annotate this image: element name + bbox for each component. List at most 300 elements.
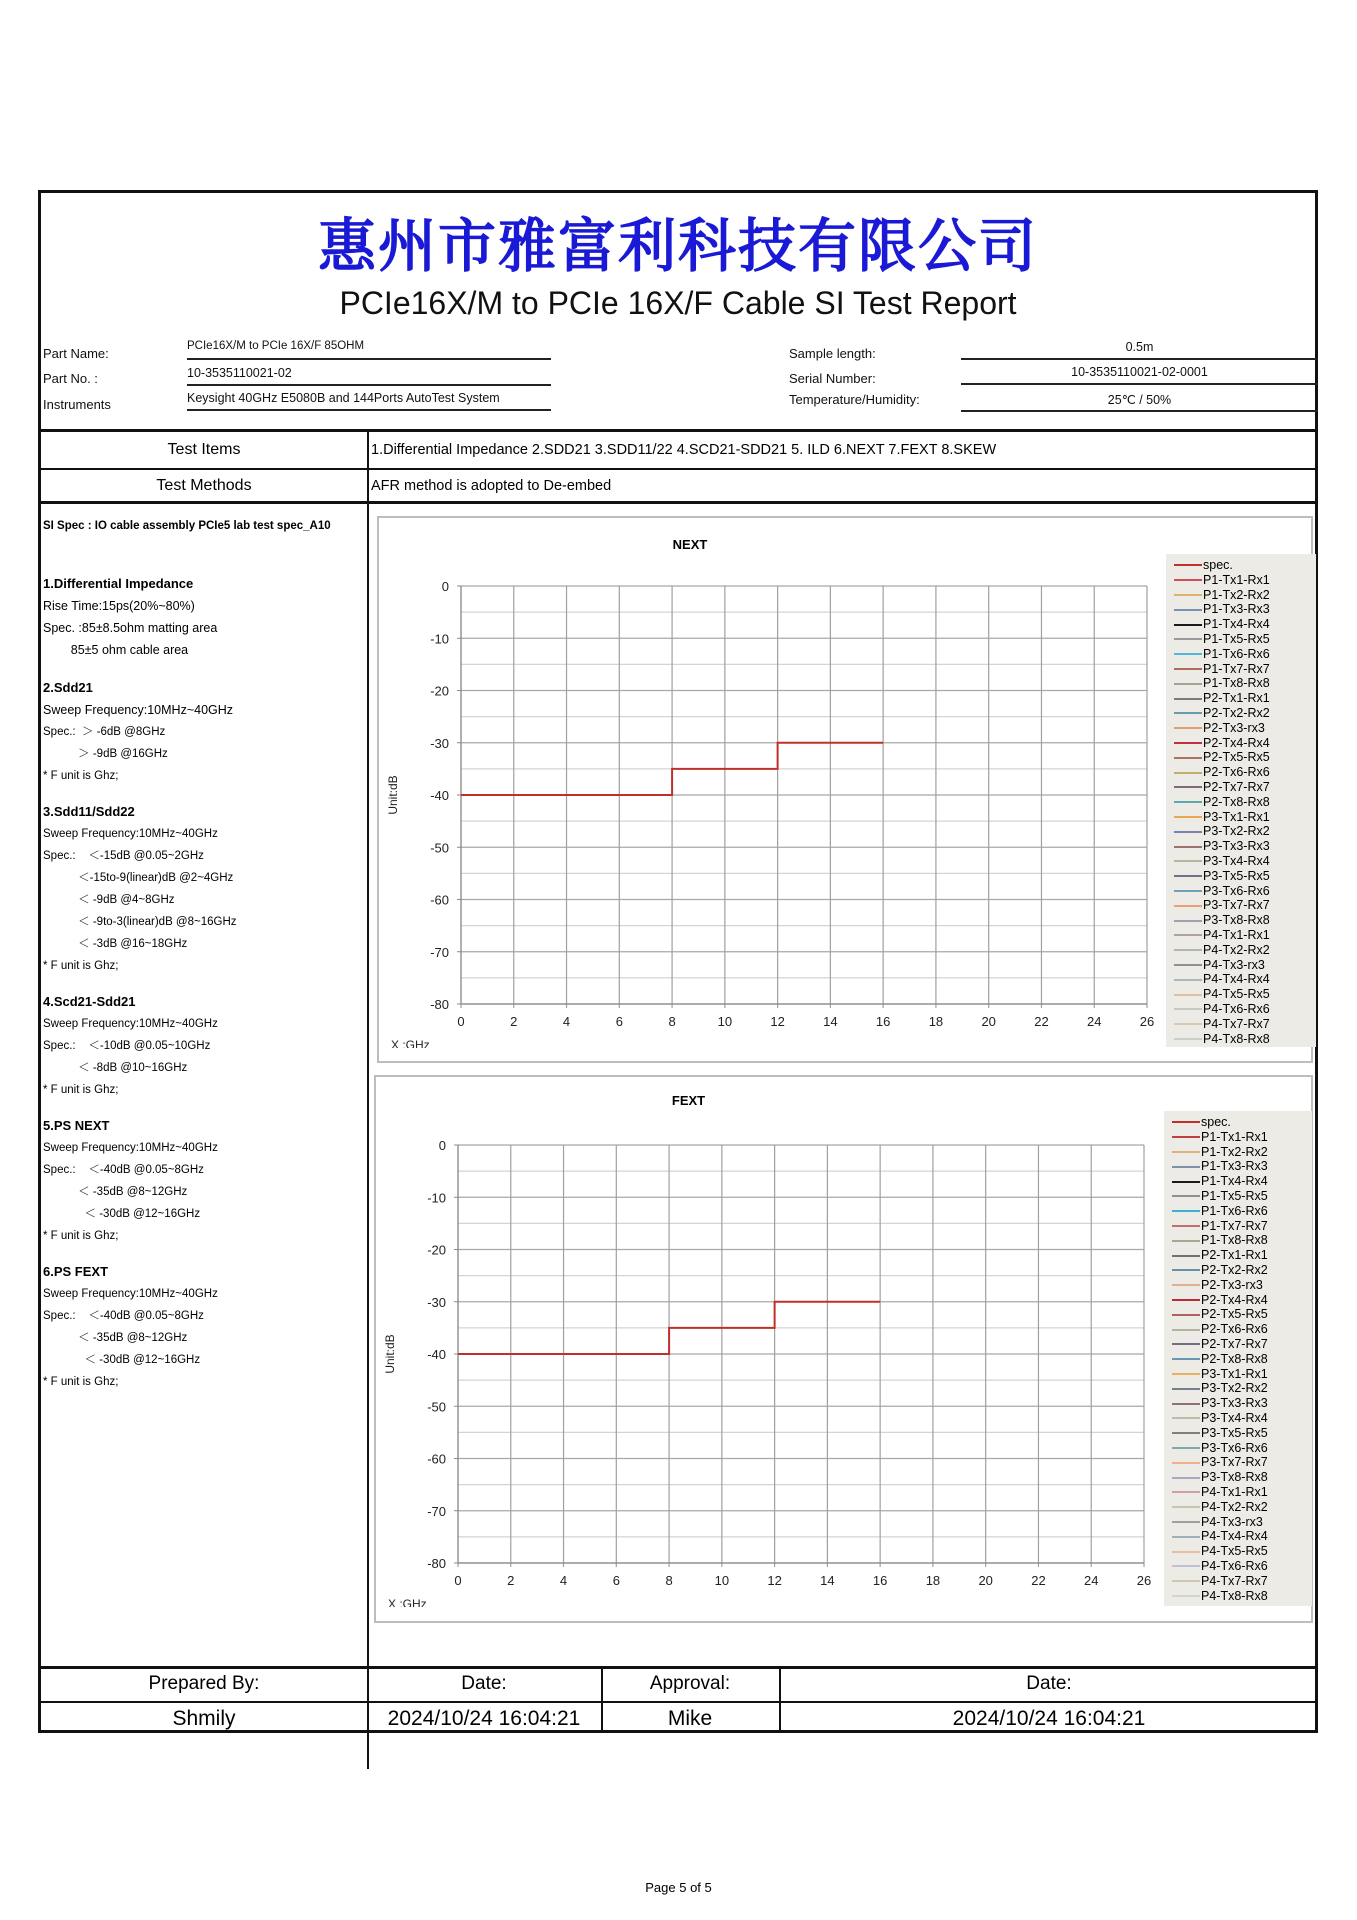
legend-item bbox=[1172, 1381, 1306, 1396]
legend-item bbox=[1174, 810, 1310, 825]
legend-swatch bbox=[1174, 964, 1202, 966]
legend-swatch bbox=[1174, 683, 1202, 685]
spec-line: Sweep Frequency:10MHz~40GHz bbox=[43, 1288, 218, 1300]
chart-title: FEXT bbox=[671, 1093, 706, 1108]
legend-swatch bbox=[1174, 786, 1202, 788]
x-tick-label: 24 bbox=[1083, 1573, 1099, 1588]
legend-item bbox=[1172, 1248, 1306, 1263]
spec-line: * F unit is Ghz; bbox=[43, 960, 119, 972]
serial-label: Serial Number: bbox=[789, 371, 876, 386]
legend-label: P4-Tx1-Rx1 bbox=[1201, 1484, 1268, 1499]
x-tick-label: 18 bbox=[925, 1573, 941, 1588]
x-tick-label: 26 bbox=[1139, 1014, 1155, 1029]
spec-line: ＜ -8dB @10~16GHz bbox=[43, 1062, 188, 1074]
x-tick-label: 8 bbox=[665, 1573, 673, 1588]
legend-item bbox=[1172, 1233, 1306, 1248]
legend-swatch bbox=[1174, 564, 1202, 566]
legend-item bbox=[1172, 1455, 1306, 1470]
x-tick-label: 10 bbox=[714, 1573, 730, 1588]
legend-swatch bbox=[1172, 1521, 1200, 1523]
spec-heading: 1.Differential Impedance bbox=[43, 576, 194, 591]
legend-label: P1-Tx1-Rx1 bbox=[1203, 572, 1270, 587]
legend-swatch bbox=[1172, 1580, 1200, 1582]
legend-label: P2-Tx4-Rx4 bbox=[1203, 735, 1270, 750]
spec-line: ＜ -3dB @16~18GHz bbox=[43, 938, 188, 950]
legend-label: P3-Tx3-Rx3 bbox=[1201, 1396, 1268, 1411]
y-tick-label: -10 bbox=[430, 631, 449, 647]
legend-item bbox=[1174, 898, 1310, 913]
legend-label: P3-Tx8-Rx8 bbox=[1203, 913, 1270, 928]
legend-swatch bbox=[1172, 1388, 1200, 1390]
test-methods-label: Test Methods bbox=[156, 477, 252, 494]
legend-swatch bbox=[1174, 860, 1202, 862]
legend-swatch bbox=[1172, 1269, 1200, 1271]
legend-item bbox=[1172, 1470, 1306, 1485]
x-tick-label: 6 bbox=[612, 1573, 620, 1588]
legend-swatch bbox=[1172, 1151, 1200, 1153]
x-tick-label: 8 bbox=[668, 1014, 676, 1029]
legend-label: P3-Tx1-Rx1 bbox=[1203, 809, 1270, 824]
spec-line: * F unit is Ghz; bbox=[43, 1230, 119, 1242]
legend-swatch bbox=[1172, 1551, 1200, 1553]
x-tick-label: 4 bbox=[559, 1573, 568, 1588]
legend-label: P4-Tx4-Rx4 bbox=[1203, 972, 1270, 987]
approval-label: Approval: bbox=[649, 1673, 731, 1694]
legend-swatch bbox=[1172, 1195, 1200, 1197]
spec-line: ＜ -35dB @8~12GHz bbox=[43, 1332, 188, 1344]
legend-swatch bbox=[1174, 594, 1202, 596]
legend-swatch bbox=[1174, 1008, 1202, 1010]
legend-label: P4-Tx8-Rx8 bbox=[1203, 1031, 1270, 1046]
legend-swatch bbox=[1172, 1343, 1200, 1345]
spec-section bbox=[43, 801, 363, 977]
report-title: PCIe16X/M to PCIe 16X/F Cable SI Test Report bbox=[339, 285, 1017, 321]
divider bbox=[41, 1701, 1315, 1703]
legend-item bbox=[1172, 1219, 1306, 1234]
legend-swatch bbox=[1172, 1225, 1200, 1227]
x-tick-label: 10 bbox=[717, 1014, 733, 1029]
legend-swatch bbox=[1174, 1023, 1202, 1025]
spec-line: Spec.: ＜-40dB @0.05~8GHz bbox=[43, 1310, 204, 1322]
legend-item bbox=[1172, 1441, 1306, 1456]
legend-item bbox=[1174, 958, 1310, 973]
x-tick-label: 2 bbox=[510, 1014, 518, 1029]
part-no-label: Part No. : bbox=[43, 371, 98, 386]
legend-swatch bbox=[1172, 1565, 1200, 1567]
x-axis-label: X :GHz bbox=[391, 1038, 430, 1048]
y-tick-label: -30 bbox=[430, 735, 449, 751]
legend-label: P4-Tx6-Rx6 bbox=[1203, 1001, 1270, 1016]
legend-label: P2-Tx4-Rx4 bbox=[1201, 1292, 1268, 1307]
x-tick-label: 16 bbox=[872, 1573, 888, 1588]
legend-swatch bbox=[1172, 1403, 1200, 1405]
legend-item bbox=[1172, 1174, 1306, 1189]
legend-label: P1-Tx7-Rx7 bbox=[1203, 661, 1270, 676]
legend-label: P1-Tx4-Rx4 bbox=[1201, 1174, 1268, 1189]
y-tick-label: -20 bbox=[427, 1242, 446, 1258]
legend-swatch bbox=[1172, 1166, 1200, 1168]
spec-line: Sweep Frequency:10MHz~40GHz bbox=[43, 1018, 218, 1030]
spec-line: ＜ -9to-3(linear)dB @8~16GHz bbox=[43, 916, 237, 928]
legend-label: P2-Tx1-Rx1 bbox=[1201, 1248, 1268, 1263]
legend-swatch bbox=[1174, 920, 1202, 922]
legend-item bbox=[1174, 943, 1310, 958]
legend-swatch bbox=[1174, 979, 1202, 981]
legend-swatch bbox=[1172, 1314, 1200, 1316]
legend-swatch bbox=[1174, 712, 1202, 714]
legend-label: P1-Tx3-Rx3 bbox=[1203, 602, 1270, 617]
y-tick-label: 0 bbox=[438, 1138, 446, 1153]
date-label: Date: bbox=[1026, 1673, 1072, 1694]
legend-label: P3-Tx1-Rx1 bbox=[1201, 1366, 1268, 1381]
temp-label: Temperature/Humidity: bbox=[789, 392, 920, 407]
legend-item bbox=[1174, 632, 1310, 647]
legend-swatch bbox=[1172, 1284, 1200, 1286]
date-value: 2024/10/24 16:04:21 bbox=[387, 1707, 581, 1730]
divider bbox=[41, 429, 1315, 432]
instruments-value: Keysight 40GHz E5080B and 144Ports AutoTest System bbox=[187, 391, 551, 411]
x-tick-label: 4 bbox=[562, 1014, 571, 1029]
legend-label: P3-Tx4-Rx4 bbox=[1201, 1410, 1268, 1425]
x-tick-label: 22 bbox=[1031, 1573, 1046, 1588]
y-axis-label: Unit:dB bbox=[383, 1334, 397, 1374]
legend-label: P1-Tx2-Rx2 bbox=[1201, 1144, 1268, 1159]
legend-item bbox=[1174, 987, 1310, 1002]
spec-section bbox=[43, 1115, 363, 1247]
legend-label: P2-Tx7-Rx7 bbox=[1203, 779, 1270, 794]
part-no-value: 10-3535110021-02 bbox=[187, 366, 551, 386]
legend-item bbox=[1172, 1574, 1306, 1589]
legend-item bbox=[1174, 884, 1310, 899]
legend-item bbox=[1172, 1485, 1306, 1500]
serial-value: 10-3535110021-02-0001 bbox=[961, 365, 1318, 385]
date-label: Date: bbox=[461, 1673, 507, 1694]
report-frame bbox=[38, 190, 1318, 1733]
legend-label: P3-Tx3-Rx3 bbox=[1203, 839, 1270, 854]
legend-swatch bbox=[1174, 890, 1202, 892]
legend-label: P1-Tx8-Rx8 bbox=[1203, 676, 1270, 691]
legend-label: P1-Tx3-Rx3 bbox=[1201, 1159, 1268, 1174]
legend-label: P4-Tx4-Rx4 bbox=[1201, 1529, 1268, 1544]
legend-swatch bbox=[1174, 624, 1202, 626]
fext-chart bbox=[374, 1075, 1313, 1623]
legend-item bbox=[1172, 1544, 1306, 1559]
spec-line: Spec. :85±8.5ohm matting area bbox=[43, 621, 218, 635]
legend-label: P2-Tx2-Rx2 bbox=[1201, 1262, 1268, 1277]
legend-swatch bbox=[1172, 1240, 1200, 1242]
legend-swatch bbox=[1174, 609, 1202, 611]
legend-swatch bbox=[1174, 905, 1202, 907]
legend-label: P3-Tx6-Rx6 bbox=[1203, 883, 1270, 898]
spec-heading: 3.Sdd11/Sdd22 bbox=[43, 804, 135, 819]
next-chart bbox=[377, 516, 1313, 1063]
legend-label: P2-Tx8-Rx8 bbox=[1201, 1351, 1268, 1366]
x-tick-label: 20 bbox=[978, 1573, 993, 1588]
legend-swatch bbox=[1172, 1432, 1200, 1434]
legend-swatch bbox=[1174, 698, 1202, 700]
legend-label: P3-Tx5-Rx5 bbox=[1203, 868, 1270, 883]
legend-swatch bbox=[1172, 1373, 1200, 1375]
legend-item bbox=[1172, 1115, 1306, 1130]
legend-item bbox=[1172, 1263, 1306, 1278]
legend-swatch bbox=[1172, 1462, 1200, 1464]
legend-item bbox=[1172, 1367, 1306, 1382]
legend-label: P4-Tx2-Rx2 bbox=[1201, 1499, 1268, 1514]
spec-line: Spec.: ＜-10dB @0.05~10GHz bbox=[43, 1040, 211, 1052]
legend-swatch bbox=[1174, 727, 1202, 729]
legend-swatch bbox=[1172, 1477, 1200, 1479]
spec-line: ＜ -30dB @12~16GHz bbox=[43, 1354, 201, 1366]
y-tick-label: -60 bbox=[430, 892, 449, 908]
legend-swatch bbox=[1172, 1181, 1200, 1183]
legend-label: P2-Tx8-Rx8 bbox=[1203, 794, 1270, 809]
legend-item bbox=[1174, 928, 1310, 943]
x-tick-label: 14 bbox=[823, 1014, 838, 1029]
divider bbox=[41, 1666, 1315, 1669]
y-tick-label: -50 bbox=[430, 840, 449, 856]
spec-line: * F unit is Ghz; bbox=[43, 770, 119, 782]
legend-label: P4-Tx6-Rx6 bbox=[1201, 1558, 1268, 1573]
legend-item bbox=[1174, 824, 1310, 839]
spec-section bbox=[43, 677, 363, 787]
x-axis-label: X :GHz bbox=[388, 1597, 427, 1607]
legend-item bbox=[1174, 573, 1310, 588]
legend-swatch bbox=[1174, 653, 1202, 655]
x-tick-label: 18 bbox=[928, 1014, 944, 1029]
legend-label: P4-Tx3-rx3 bbox=[1203, 957, 1265, 972]
y-tick-label: -40 bbox=[427, 1347, 446, 1362]
legend-label: P4-Tx5-Rx5 bbox=[1201, 1544, 1268, 1559]
temp-value: 25℃ / 50% bbox=[961, 392, 1318, 412]
y-tick-label: -40 bbox=[430, 788, 449, 803]
legend-label: P3-Tx6-Rx6 bbox=[1201, 1440, 1268, 1455]
legend-item bbox=[1174, 750, 1310, 765]
legend-label: P4-Tx1-Rx1 bbox=[1203, 927, 1270, 942]
y-tick-label: -20 bbox=[430, 683, 449, 699]
legend-swatch bbox=[1174, 816, 1202, 818]
legend-label: P3-Tx5-Rx5 bbox=[1201, 1425, 1268, 1440]
legend-label: P4-Tx5-Rx5 bbox=[1203, 987, 1270, 1002]
legend-label: P2-Tx2-Rx2 bbox=[1203, 705, 1270, 720]
legend-item bbox=[1172, 1515, 1306, 1530]
legend-item bbox=[1174, 706, 1310, 721]
legend-label: P2-Tx3-rx3 bbox=[1203, 720, 1265, 735]
legend-item bbox=[1172, 1426, 1306, 1441]
chart-title: NEXT bbox=[672, 537, 708, 552]
legend-swatch bbox=[1174, 994, 1202, 996]
legend-swatch bbox=[1174, 638, 1202, 640]
legend-label: P2-Tx3-rx3 bbox=[1201, 1277, 1263, 1292]
legend-label: P2-Tx7-Rx7 bbox=[1201, 1336, 1268, 1351]
prepared-by-value: Shmily bbox=[172, 1707, 236, 1730]
legend-item bbox=[1172, 1159, 1306, 1174]
legend-label: P2-Tx5-Rx5 bbox=[1201, 1307, 1268, 1322]
legend-item bbox=[1172, 1278, 1306, 1293]
legend-swatch bbox=[1174, 1038, 1202, 1040]
legend-label: P1-Tx5-Rx5 bbox=[1203, 631, 1270, 646]
legend-swatch bbox=[1174, 831, 1202, 833]
legend-swatch bbox=[1172, 1536, 1200, 1538]
legend-item bbox=[1174, 602, 1310, 617]
legend-swatch bbox=[1172, 1358, 1200, 1360]
chart-legend bbox=[1166, 554, 1316, 1047]
spec-heading: 6.PS FEXT bbox=[43, 1264, 109, 1279]
legend-swatch bbox=[1172, 1210, 1200, 1212]
legend-label: P3-Tx7-Rx7 bbox=[1203, 898, 1270, 913]
spec-line: * F unit is Ghz; bbox=[43, 1376, 119, 1388]
legend-label: P4-Tx7-Rx7 bbox=[1201, 1573, 1268, 1588]
legend-item bbox=[1172, 1322, 1306, 1337]
legend-swatch bbox=[1174, 846, 1202, 848]
divider bbox=[41, 501, 1315, 504]
legend-swatch bbox=[1172, 1121, 1200, 1123]
legend-item bbox=[1174, 676, 1310, 691]
legend-swatch bbox=[1172, 1255, 1200, 1257]
spec-line: Sweep Frequency:10MHz~40GHz bbox=[43, 703, 234, 717]
legend-item bbox=[1174, 647, 1310, 662]
legend-label: P1-Tx7-Rx7 bbox=[1201, 1218, 1268, 1233]
legend-item bbox=[1174, 839, 1310, 854]
legend-item bbox=[1172, 1293, 1306, 1308]
legend-item bbox=[1172, 1559, 1306, 1574]
y-tick-label: -80 bbox=[430, 997, 449, 1012]
legend-item bbox=[1172, 1352, 1306, 1367]
legend-label: P1-Tx6-Rx6 bbox=[1201, 1203, 1268, 1218]
legend-item bbox=[1172, 1396, 1306, 1411]
legend-swatch bbox=[1172, 1417, 1200, 1419]
x-tick-label: 2 bbox=[507, 1573, 515, 1588]
y-tick-label: -80 bbox=[427, 1556, 446, 1571]
legend-item bbox=[1172, 1145, 1306, 1160]
legend-item bbox=[1174, 736, 1310, 751]
legend-swatch bbox=[1174, 579, 1202, 581]
y-tick-label: -60 bbox=[427, 1451, 446, 1467]
part-name-label: Part Name: bbox=[43, 346, 109, 361]
spec-line: Spec.: ＜-40dB @0.05~8GHz bbox=[43, 1164, 204, 1176]
legend-label: P1-Tx4-Rx4 bbox=[1203, 617, 1270, 632]
legend-label: P3-Tx7-Rx7 bbox=[1201, 1455, 1268, 1470]
legend-label: P1-Tx5-Rx5 bbox=[1201, 1188, 1268, 1203]
legend-item bbox=[1172, 1411, 1306, 1426]
chart-plot bbox=[376, 1107, 1156, 1607]
legend-swatch bbox=[1172, 1299, 1200, 1301]
sample-length-value: 0.5m bbox=[961, 340, 1318, 360]
date-value: 2024/10/24 16:04:21 bbox=[952, 1707, 1146, 1730]
legend-item bbox=[1174, 558, 1310, 573]
prepared-by-label: Prepared By: bbox=[148, 1673, 260, 1694]
legend-item bbox=[1172, 1307, 1306, 1322]
legend-label: P4-Tx7-Rx7 bbox=[1203, 1016, 1270, 1031]
spec-column bbox=[43, 515, 363, 1407]
legend-item bbox=[1174, 854, 1310, 869]
legend-label: P3-Tx8-Rx8 bbox=[1201, 1470, 1268, 1485]
test-items-label: Test Items bbox=[167, 441, 241, 458]
legend-item bbox=[1174, 869, 1310, 884]
x-tick-label: 14 bbox=[820, 1573, 835, 1588]
spec-section bbox=[43, 991, 363, 1101]
legend-swatch bbox=[1174, 949, 1202, 951]
x-tick-label: 0 bbox=[454, 1573, 462, 1588]
y-tick-label: -70 bbox=[430, 944, 449, 960]
spec-line: ＜-15to-9(linear)dB @2~4GHz bbox=[43, 872, 234, 884]
legend-swatch bbox=[1174, 772, 1202, 774]
x-tick-label: 0 bbox=[457, 1014, 465, 1029]
spec-line: ＞ -9dB @16GHz bbox=[43, 748, 168, 760]
part-name-value: PCIe16X/M to PCIe 16X/F 85OHM bbox=[187, 340, 551, 360]
legend-item bbox=[1174, 1032, 1310, 1047]
spec-line: Sweep Frequency:10MHz~40GHz bbox=[43, 828, 218, 840]
spec-section bbox=[43, 573, 363, 661]
legend-swatch bbox=[1172, 1506, 1200, 1508]
legend-item bbox=[1174, 1002, 1310, 1017]
legend-swatch bbox=[1174, 875, 1202, 877]
legend-label: P2-Tx6-Rx6 bbox=[1201, 1322, 1268, 1337]
legend-label: P1-Tx1-Rx1 bbox=[1201, 1129, 1268, 1144]
legend-swatch bbox=[1174, 801, 1202, 803]
y-axis-label: Unit:dB bbox=[386, 775, 400, 815]
legend-item bbox=[1172, 1500, 1306, 1515]
spec-section bbox=[43, 1261, 363, 1393]
y-tick-label: -30 bbox=[427, 1294, 446, 1310]
spec-line: Sweep Frequency:10MHz~40GHz bbox=[43, 1142, 218, 1154]
legend-item bbox=[1174, 662, 1310, 677]
spec-line: Spec.: ＞ -6dB @8GHz bbox=[43, 726, 166, 738]
x-tick-label: 20 bbox=[981, 1014, 996, 1029]
legend-item bbox=[1172, 1337, 1306, 1352]
legend-item bbox=[1172, 1204, 1306, 1219]
spec-line: 85±5 ohm cable area bbox=[43, 643, 189, 657]
test-methods-value: AFR method is adopted to De-embed bbox=[371, 478, 612, 494]
legend-label: P4-Tx3-rx3 bbox=[1201, 1514, 1263, 1529]
legend-swatch bbox=[1172, 1136, 1200, 1138]
legend-label: spec. bbox=[1201, 1115, 1231, 1129]
legend-item bbox=[1172, 1589, 1306, 1604]
spec-sections bbox=[43, 573, 363, 1393]
page-number: Page 5 of 5 bbox=[645, 1880, 712, 1895]
x-tick-label: 22 bbox=[1034, 1014, 1049, 1029]
column-divider bbox=[367, 430, 369, 1769]
chart-legend bbox=[1164, 1111, 1312, 1606]
legend-swatch bbox=[1174, 668, 1202, 670]
y-tick-label: 0 bbox=[441, 579, 449, 594]
legend-swatch bbox=[1172, 1447, 1200, 1449]
spec-line: Rise Time:15ps(20%~80%) bbox=[43, 599, 195, 613]
x-tick-label: 12 bbox=[770, 1014, 785, 1029]
legend-label: P2-Tx1-Rx1 bbox=[1203, 691, 1270, 706]
legend-swatch bbox=[1174, 742, 1202, 744]
legend-item bbox=[1174, 780, 1310, 795]
legend-item bbox=[1174, 972, 1310, 987]
y-tick-label: -50 bbox=[427, 1399, 446, 1415]
legend-item bbox=[1172, 1529, 1306, 1544]
company-name: 惠州市雅富利科技有限公司 bbox=[317, 212, 1038, 280]
legend-label: P1-Tx8-Rx8 bbox=[1201, 1233, 1268, 1248]
x-tick-label: 24 bbox=[1086, 1014, 1102, 1029]
legend-label: P2-Tx6-Rx6 bbox=[1203, 765, 1270, 780]
spec-line: ＜ -35dB @8~12GHz bbox=[43, 1186, 188, 1198]
spec-line: Spec.: ＜-15dB @0.05~2GHz bbox=[43, 850, 204, 862]
y-tick-label: -10 bbox=[427, 1190, 446, 1206]
legend-item bbox=[1174, 721, 1310, 736]
x-tick-label: 6 bbox=[615, 1014, 623, 1029]
spec-heading: 5.PS NEXT bbox=[43, 1118, 110, 1133]
legend-swatch bbox=[1174, 757, 1202, 759]
legend-item bbox=[1174, 588, 1310, 603]
legend-label: P3-Tx2-Rx2 bbox=[1201, 1381, 1268, 1396]
sample-length-label: Sample length: bbox=[789, 346, 876, 361]
legend-item bbox=[1174, 617, 1310, 632]
legend-label: P4-Tx8-Rx8 bbox=[1201, 1588, 1268, 1603]
